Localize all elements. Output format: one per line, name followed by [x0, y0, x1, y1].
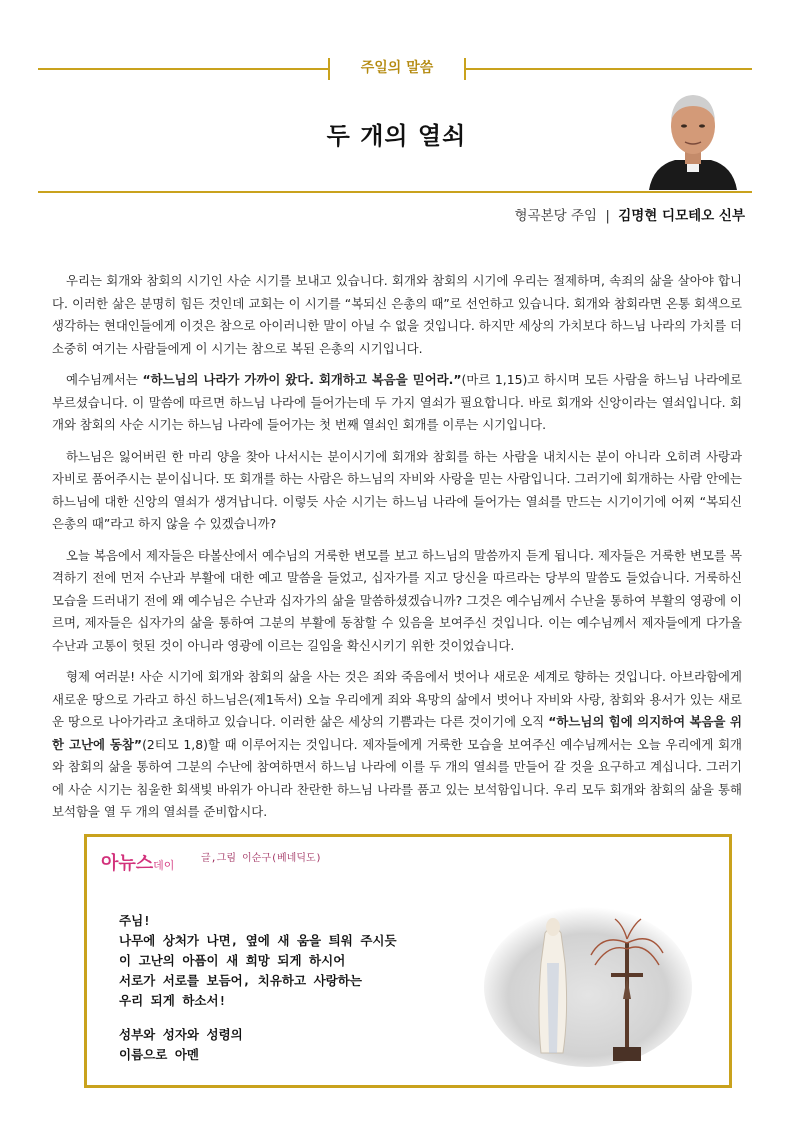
- prayer-line: 이름으로 아멘: [119, 1047, 199, 1062]
- paragraph-4: 오늘 복음에서 제자들은 타볼산에서 예수님의 거룩한 변모를 보고 하느님의 말씀까지 듣게 됩니다. 제자들은 거룩한 변모를 목격하기 전에 먼저 수난과 부활에 대한 예고 말씀을 들었고, 십자가를 지고 당신을 따르라는 당부의 말씀도 들었습니다. 거룩하신 모습을 드러내기 전에 왜 예수님은 수난과 십자가의 삶을 말씀하셨겠습니까? 그것은 예수님께서 수난을 통하여 부활의 영광에 이르며, 제자들은 십자가의 삶을 통하여 그분의 부활에 동참할 수 있음을 보여주신 것입니다. 이는 예수님께서 제자들에게 다가올 수난과 고통이 헛된 것이 아니라 영광에 이르는 길임을 확신시키기 위한 것이었습니다.: [52, 547, 742, 653]
- author-portrait: [647, 82, 739, 190]
- section-label: 주일의 말씀: [360, 60, 434, 76]
- byline-separator: |: [605, 208, 610, 224]
- header-rule-right: [466, 68, 752, 70]
- prayer-line: 서로가 서로를 보듬어, 치유하고 사랑하는: [119, 973, 362, 988]
- paragraph-2-pre: 예수님께서는: [66, 372, 143, 387]
- header-rule-left: [38, 68, 328, 70]
- prayer-line: 나무에 상처가 나면, 옆에 새 움을 틔워 주시듯: [119, 933, 397, 948]
- paragraph-5: [52, 666, 742, 824]
- prayer-line: 이 고난의 아픔이 새 희망 되게 하시어: [119, 953, 346, 968]
- brand-main: 아뉴스: [101, 853, 154, 874]
- paragraph-5-quote: “하느님의 힘에 의지하여 복음을 위한 고난에 동참”: [52, 714, 742, 752]
- prayer-text: [119, 911, 397, 1065]
- byline-name: 김명현 디모테오 신부: [618, 208, 745, 224]
- prayer-line: 성부와 성자와 성령의: [119, 1027, 243, 1042]
- brand-suffix: 데이: [153, 859, 175, 872]
- header-tick-left: [328, 58, 330, 80]
- paragraph-3: 하느님은 잃어버린 한 마리 양을 찾아 나서시는 분이시기에 회개와 참회를 하는 사람을 내치시는 분이 아니라 오히려 사랑과 자비로 품어주시는 분이십니다. 또 회개를 하는 사람은 하느님의 자비와 사랑을 믿는 사람입니다. 그러기에 회개하는 사람 안에는 하느님에 대한 신앙의 열쇠가 생겨납니다. 이렇듯 사순 시기는 하느님 나라에 들어가는 열쇠를 만드는 시기이기에 어찌 “복되신 은총의 때”라고 하지 않을 수 있겠습니까?: [52, 448, 742, 531]
- paragraph-5-post: (2티모 1,8)할 때 이루어지는 것입니다. 제자들에게 거룩한 모습을 보여주신 예수님께서는 오늘 우리에게 회개와 참회의 삶을 통하여 그분의 수난에 참여하면서 하느님 나라에 이를 두 개의 열쇠를 만들어 갈 것을 요구하고 계십니다. 그러기에 사순 시기는 침울한 회색빛 바위가 아니라 찬란한 하느님 나라를 품고 있는 보석함입니다. 우리 모두 회개와 참회의 삶을 통해 보석함을 열 두 개의 열쇠를 준비합시다.: [52, 736, 743, 819]
- prayer-gap: [119, 1011, 397, 1025]
- byline-role: 형곡본당 주임: [514, 208, 598, 224]
- article-body: [52, 270, 742, 833]
- prayer-line: 우리 되게 하소서!: [119, 993, 227, 1008]
- artwork-credit: 글,그림 이순구(베네딕도): [201, 853, 322, 864]
- paragraph-1: 우리는 회개와 참회의 시기인 사순 시기를 보내고 있습니다. 회개와 참회의 시기에 우리는 절제하며, 속죄의 삶을 살아야 합니다. 이러한 삶은 분명히 힘든 것인데 교회는 이 시기를 “복되신 은총의 때”로 선언하고 있습니다. 회개와 참회라면 온통 회색으로 생각하는 현대인들에게 이것은 참으로 아이러니한 말이 아닐 수 없을 것입니다. 하지만 세상의 가치보다 하느님 나라의 가치를 더 소중히 여기는 사람들에게 이 시기는 참으로 복된 은총의 시기입니다.: [52, 273, 742, 356]
- paragraph-2: [52, 369, 742, 437]
- page-title: 두 개의 열쇠: [326, 122, 467, 150]
- title-rule: [38, 191, 752, 193]
- paragraph-2-quote: “하느님의 나라가 가까이 왔다. 회개하고 복음을 믿어라.”: [142, 372, 462, 387]
- prayer-line: 주님!: [119, 913, 151, 928]
- agnus-dei-logo: [101, 849, 174, 875]
- paragraph-2-post: (마르 1,15)고 하시며 모든 사람을 하느님 나라에로 부르셨습니다. 이 말씀에 따르면 하느님 나라에 들어가는데 두 가지 열쇠가 필요합니다. 바로 회개와 신앙이라는 열쇠입니다. 회개와 참회의 사순 시기는 하느님 나라에 들어가는 첫 번째 열쇠인 회개를 이루는 시기입니다.: [52, 372, 742, 432]
- byline: [515, 204, 745, 224]
- prayer-box: [84, 834, 732, 1088]
- paragraph-5-pre: 형제 여러분! 사순 시기에 회개와 참회의 삶을 사는 것은 죄와 죽음에서 벗어나 새로운 세계로 향하는 것입니다. 아브라함에게 새로운 땅으로 가라고 하신 하느님은(제1독서) 오늘 우리에게 죄와 욕망의 삶에서 벗어나 자비와 사랑, 참회와 용서가 있는 새로운 땅으로 나아가라고 초대하고 있습니다. 이러한 삶은 세상의 기쁨과는 다른 것이기에 오직: [52, 669, 742, 729]
- madonna-crucifix-illustration: [483, 903, 693, 1067]
